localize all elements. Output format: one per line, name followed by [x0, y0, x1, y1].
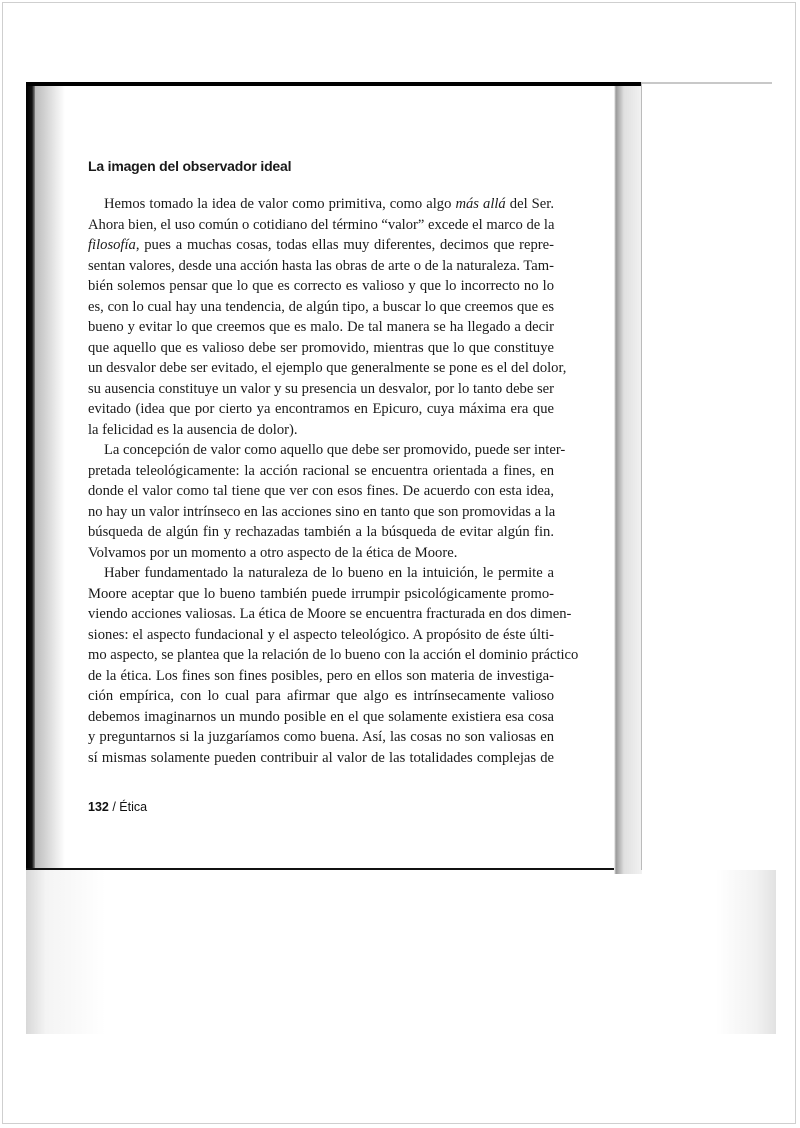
text-line: Ahora bien, el uso común o cotidiano del término “valor” excede el marco de la: [88, 216, 555, 233]
text-line: y preguntarnos si la juzgaríamos como buena. Así, las cosas no son valiosas en: [88, 729, 554, 745]
text-line: búsqueda de algún fin y rechazadas también a la búsqueda de evitar algún fin.: [88, 524, 554, 540]
text-line: Haber fundamentado la naturaleza de lo bueno en la intuición, le permite a: [104, 565, 554, 581]
body-text: [88, 194, 579, 768]
page-footer: [88, 800, 147, 814]
text-line: sí mismas solamente pueden contribuir al valor de las totalidades complejas de: [88, 749, 554, 766]
text-line: mo aspecto, se plantea que la relación de lo bueno con la acción el dominio práctico: [88, 647, 579, 663]
text-line: siones: el aspecto fundacional y el aspecto teleológico. A propósito de éste últi-: [88, 626, 554, 643]
section-heading: La imagen del observador ideal: [88, 158, 292, 174]
text-line: debemos imaginarnos un mundo posible en el que solamente existiera esa cosa: [88, 708, 554, 725]
text-line: bién solemos pensar que lo que es correcto es valioso y que lo incorrecto no lo: [88, 278, 554, 294]
book-title: Ética: [119, 800, 148, 814]
text-line: Moore aceptar que lo bueno también puede irrumpir psicológicamente promo-: [88, 585, 554, 602]
book-page: [26, 82, 642, 870]
text-line: de la ética. Los fines son fines posibles, pero en ellos son materia de investiga-: [88, 667, 554, 684]
text-line: sentan valores, desde una acción hasta las obras de arte o de la naturaleza. Tam-: [88, 257, 554, 274]
gutter-line: [641, 82, 642, 870]
facing-page-edge: [642, 82, 772, 84]
paragraph: [88, 563, 579, 768]
text-line: su ausencia constituye un valor y su presencia un desvalor, por lo tanto debe ser: [88, 380, 554, 397]
text-line: La concepción de valor como aquello que debe ser promovido, puede ser inter-: [104, 442, 566, 458]
page-shade: [35, 86, 65, 868]
text-line: es, con lo cual hay una tendencia, de algún tipo, a buscar lo que creemos que es: [88, 298, 554, 315]
text-line: donde el valor como tal tiene que ver con esos fines. De acuerdo con esta idea,: [88, 483, 554, 499]
paragraph: [88, 194, 567, 440]
text-line: pretada teleológicamente: la acción racional se encuentra orientada a fines, en: [88, 462, 554, 479]
page-number: 132: [88, 800, 109, 814]
text-line: Volvamos por un momento a otro aspecto de la ética de Moore.: [88, 544, 458, 561]
text-line: la felicidad es la ausencia de dolor).: [88, 421, 298, 438]
text-line: no hay un valor intrínseco en las acciones sino en tanto que son promovidas a la: [88, 503, 556, 520]
text-line: evitado (idea que por cierto ya encontramos en Epicuro, cuya máxima era que: [88, 401, 554, 417]
scanned-image: [26, 82, 776, 1034]
page-binding-shadow: [26, 86, 35, 868]
text-line: filosofía, pues a muchas cosas, todas ellas muy diferentes, decimos que repre-: [88, 237, 554, 253]
text-line: viendo acciones valiosas. La ética de Moore se encuentra fracturada en dos dimen-: [88, 606, 572, 622]
page-gutter-shadow: [614, 86, 642, 874]
page-content: [88, 158, 579, 768]
scan-background: [26, 870, 776, 1034]
text-line: ción empírica, con lo cual para afirmar que algo es intrínsecamente valioso: [88, 688, 554, 704]
footer-separator: /: [108, 800, 120, 814]
text-line: que aquello que es valioso debe ser promovido, mientras que lo que constituye: [88, 339, 554, 356]
text-line: bueno y evitar lo que creemos que es malo. De tal manera se ha llegado a decir: [88, 319, 554, 335]
text-line: un desvalor debe ser evitado, el ejemplo que generalmente se pone es el del dolor,: [88, 360, 567, 376]
paragraph: [88, 440, 566, 563]
text-line: Hemos tomado la idea de valor como primitiva, como algo más allá del Ser.: [104, 196, 554, 212]
